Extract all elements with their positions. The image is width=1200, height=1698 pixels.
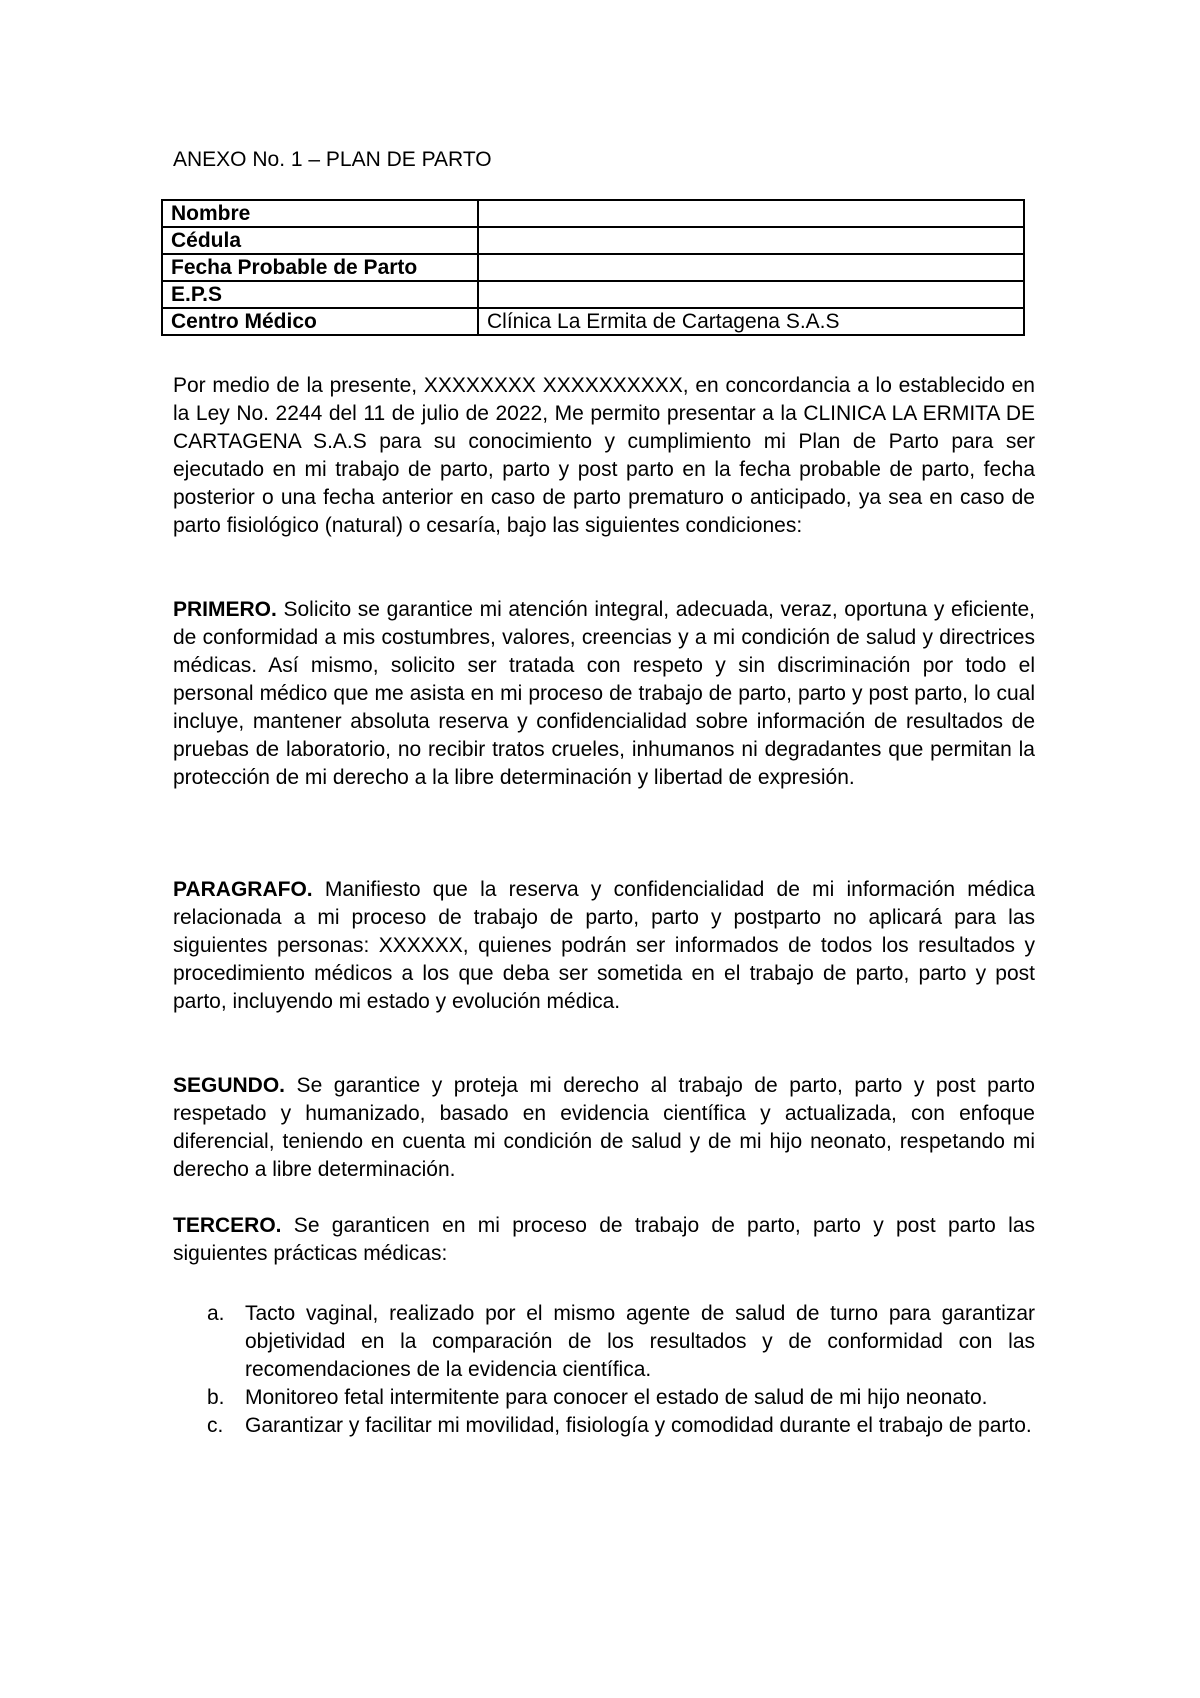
document-title: ANEXO No. 1 – PLAN DE PARTO: [173, 148, 492, 171]
clause-paragrafo: [173, 876, 1035, 1016]
clause-text: Se garantice y proteja mi derecho al trabajo de parto, parto y post parto respetado y humanizado, basado en evidencia científica y actualizada, con enfoque diferencial, teniendo en cuenta mi condición de salud y de mi hijo neonato, respetando mi derecho a libre determinación.: [173, 1074, 1035, 1181]
table-row: [162, 200, 1024, 227]
list-item-text: Monitoreo fetal intermitente para conocer el estado de salud de mi hijo neonato.: [245, 1386, 988, 1409]
list-item-text: Garantizar y facilitar mi movilidad, fisiología y comodidad durante el trabajo de parto.: [245, 1414, 1032, 1437]
list-item: [173, 1384, 1035, 1412]
patient-info-table: [161, 199, 1025, 336]
row-value-centro-medico: Clínica La Ermita de Cartagena S.A.S: [478, 308, 1024, 335]
list-marker: a.: [207, 1302, 225, 1325]
row-value-nombre: [478, 200, 1024, 227]
row-value-fecha-probable: [478, 254, 1024, 281]
row-label-nombre: Nombre: [162, 200, 478, 227]
table-row: [162, 281, 1024, 308]
intro-paragraph: Por medio de la presente, XXXXXXXX XXXXXXXXXX, en concordancia a lo establecido en la Ley No. 2244 del 11 de julio de 2022, Me permito presentar a la CLINICA LA ERMITA DE CARTAGENA S.A.S para su conocimiento y cumplimiento mi Plan de Parto para ser ejecutado en mi trabajo de parto, parto y post parto en la fecha probable de parto, fecha posterior o una fecha anterior en caso de parto prematuro o anticipado, ya sea en caso de parto fisiológico (natural) o cesaría, bajo las siguientes condiciones:: [173, 374, 1035, 537]
row-label-eps: E.P.S: [162, 281, 478, 308]
row-label-centro-medico: Centro Médico: [162, 308, 478, 335]
list-marker: b.: [207, 1386, 225, 1409]
row-label-fecha-probable: Fecha Probable de Parto: [162, 254, 478, 281]
clause-heading: SEGUNDO.: [173, 1074, 286, 1097]
table-row: [162, 254, 1024, 281]
clause-primero: [173, 596, 1035, 792]
list-item-text: Tacto vaginal, realizado por el mismo agente de salud de turno para garantizar objetividad en la comparación de los resultados y de conformidad con las recomendaciones de la evidencia científica.: [245, 1302, 1035, 1381]
list-item: [173, 1300, 1035, 1384]
clause-text: Solicito se garantice mi atención integral, adecuada, veraz, oportuna y eficiente, de conformidad a mis costumbres, valores, creencias y a mi condición de salud y directrices médicas. Así mismo, solicito ser tratada con respeto y sin discriminación por todo el personal médico que me asista en mi proceso de trabajo de parto, parto y post parto, lo cual incluye, mantener absoluta reserva y confidencialidad sobre información de resultados de pruebas de laboratorio, no recibir tratos crueles, inhumanos ni degradantes que permitan la protección de mi derecho a la libre determinación y libertad de expresión.: [173, 598, 1035, 789]
row-value-eps: [478, 281, 1024, 308]
table-row: [162, 227, 1024, 254]
clause-text: Manifiesto que la reserva y confidencialidad de mi información médica relacionada a mi proceso de trabajo de parto, parto y postparto no aplicará para las siguientes personas: XXXXXX, quienes podrán ser informados de todos los resultados y procedimiento médicos a los que deba ser sometida en el trabajo de parto, parto y post parto, incluyendo mi estado y evolución médica.: [173, 878, 1035, 1013]
practices-list: [173, 1300, 1035, 1440]
list-item: [173, 1412, 1035, 1440]
clause-text: Se garanticen en mi proceso de trabajo de parto, parto y post parto las siguientes prácticas médicas:: [173, 1214, 1035, 1265]
clause-heading: PARAGRAFO.: [173, 878, 313, 901]
list-marker: c.: [207, 1414, 224, 1437]
clause-heading: PRIMERO.: [173, 598, 277, 621]
row-value-cedula: [478, 227, 1024, 254]
table-row: [162, 308, 1024, 335]
row-label-cedula: Cédula: [162, 227, 478, 254]
clause-segundo: [173, 1072, 1035, 1184]
clause-tercero: [173, 1212, 1035, 1268]
clause-heading: TERCERO.: [173, 1214, 282, 1237]
